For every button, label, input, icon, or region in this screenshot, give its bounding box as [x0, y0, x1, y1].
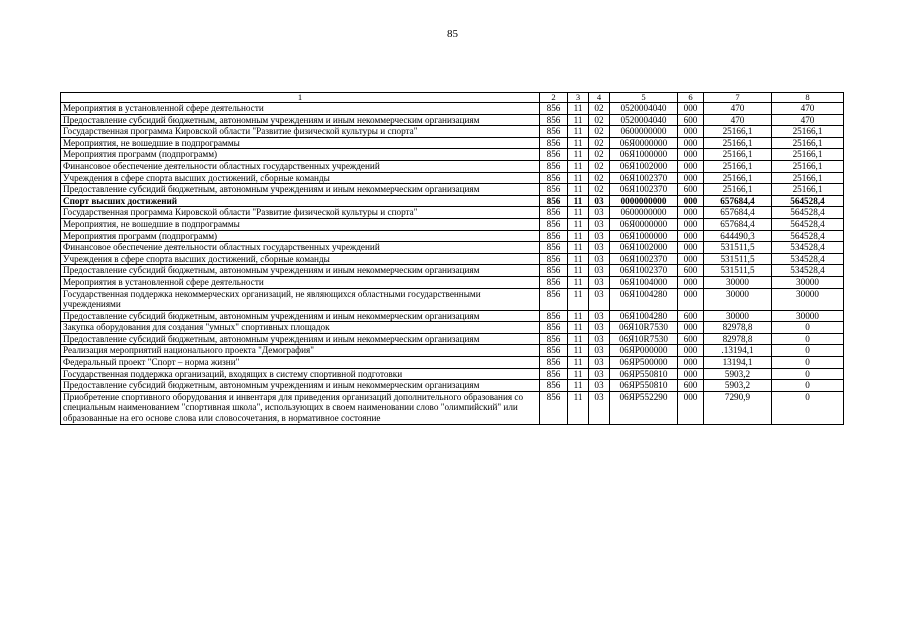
row-grbs-cell: 856: [540, 265, 568, 277]
row-target-article-cell: 06Я1002370: [610, 265, 678, 277]
row-target-article-cell: 06Я1002370: [610, 184, 678, 196]
row-grbs-cell: 856: [540, 149, 568, 161]
row-amount-year1-cell: 25166,1: [704, 172, 772, 184]
row-section-cell: 11: [568, 357, 589, 369]
table-row: [61, 253, 844, 265]
row-target-article-cell: 06ЯР550810: [610, 368, 678, 380]
row-expense-type-cell: 600: [678, 114, 704, 126]
row-expense-type-cell: 000: [678, 322, 704, 334]
column-number-3: 3: [568, 93, 589, 103]
row-subsection-cell: 03: [589, 368, 610, 380]
row-subsection-cell: 03: [589, 310, 610, 322]
row-target-article-cell: 06Я1002370: [610, 172, 678, 184]
row-amount-year2-cell: 470: [772, 103, 844, 115]
row-target-article-cell: 06Я1002370: [610, 253, 678, 265]
row-section-cell: 11: [568, 103, 589, 115]
table-row: [61, 333, 844, 345]
row-section-cell: 11: [568, 184, 589, 196]
row-expense-type-cell: 000: [678, 276, 704, 288]
row-section-cell: 11: [568, 322, 589, 334]
row-amount-year2-cell: 0: [772, 345, 844, 357]
row-name-cell: Мероприятия, не вошедшие в подпрограммы: [61, 137, 540, 149]
row-amount-year1-cell: 82978,8: [704, 322, 772, 334]
row-target-article-cell: 0600000000: [610, 126, 678, 138]
row-subsection-cell: 02: [589, 160, 610, 172]
row-section-cell: 11: [568, 195, 589, 207]
row-amount-year2-cell: 534528,4: [772, 242, 844, 254]
row-subsection-cell: 03: [589, 265, 610, 277]
page-number: 85: [447, 28, 458, 40]
row-expense-type-cell: 600: [678, 380, 704, 392]
row-target-article-cell: 06Я0000000: [610, 218, 678, 230]
row-expense-type-cell: 000: [678, 368, 704, 380]
row-expense-type-cell: 000: [678, 345, 704, 357]
row-expense-type-cell: 600: [678, 265, 704, 277]
table-row: [61, 195, 844, 207]
row-amount-year2-cell: 25166,1: [772, 172, 844, 184]
row-target-article-cell: 0600000000: [610, 207, 678, 219]
row-name-cell: Предоставление субсидий бюджетным, автономным учреждениям и иным некоммерческим организациям: [61, 265, 540, 277]
row-name-cell: Государственная поддержка некоммерческих организаций, не являющихся областными государственными учреждениями: [61, 288, 540, 310]
row-name-cell: Предоставление субсидий бюджетным, автономным учреждениям и иным некоммерческим организациям: [61, 310, 540, 322]
row-section-cell: 11: [568, 333, 589, 345]
row-amount-year1-cell: 644490,3: [704, 230, 772, 242]
row-expense-type-cell: 600: [678, 184, 704, 196]
row-subsection-cell: 02: [589, 103, 610, 115]
row-amount-year1-cell: .13194,1: [704, 345, 772, 357]
row-amount-year1-cell: 25166,1: [704, 160, 772, 172]
row-name-cell: Государственная поддержка организаций, входящих в систему спортивной подготовки: [61, 368, 540, 380]
column-number-8: 8: [772, 93, 844, 103]
row-amount-year1-cell: 531511,5: [704, 253, 772, 265]
row-section-cell: 11: [568, 276, 589, 288]
row-section-cell: 11: [568, 172, 589, 184]
row-amount-year2-cell: 0: [772, 391, 844, 424]
row-name-cell: Учреждения в сфере спорта высших достижений, сборные команды: [61, 253, 540, 265]
row-amount-year2-cell: 0: [772, 368, 844, 380]
row-section-cell: 11: [568, 149, 589, 161]
row-name-cell: Реализация мероприятий национального проекта "Демография": [61, 345, 540, 357]
table-row: [61, 103, 844, 115]
row-target-article-cell: 06ЯР550810: [610, 380, 678, 392]
table-row: [61, 242, 844, 254]
row-amount-year1-cell: 30000: [704, 310, 772, 322]
row-section-cell: 11: [568, 253, 589, 265]
row-grbs-cell: 856: [540, 184, 568, 196]
table-row: [61, 137, 844, 149]
row-amount-year1-cell: 25166,1: [704, 126, 772, 138]
row-amount-year1-cell: 30000: [704, 276, 772, 288]
row-expense-type-cell: 000: [678, 126, 704, 138]
row-amount-year1-cell: 531511,5: [704, 242, 772, 254]
row-subsection-cell: 03: [589, 230, 610, 242]
row-target-article-cell: 0520004040: [610, 114, 678, 126]
row-name-cell: Мероприятия, не вошедшие в подпрограммы: [61, 218, 540, 230]
row-expense-type-cell: 000: [678, 149, 704, 161]
row-grbs-cell: 856: [540, 345, 568, 357]
row-amount-year2-cell: 534528,4: [772, 265, 844, 277]
row-target-article-cell: 06Я1004280: [610, 288, 678, 310]
column-number-7: 7: [704, 93, 772, 103]
row-amount-year1-cell: 657684,4: [704, 195, 772, 207]
table-row: [61, 184, 844, 196]
row-name-cell: Мероприятия в установленной сфере деятельности: [61, 103, 540, 115]
row-section-cell: 11: [568, 391, 589, 424]
table-row: [61, 160, 844, 172]
column-number-4: 4: [589, 93, 610, 103]
row-amount-year2-cell: 25166,1: [772, 137, 844, 149]
row-expense-type-cell: 000: [678, 172, 704, 184]
row-subsection-cell: 03: [589, 218, 610, 230]
row-subsection-cell: 03: [589, 242, 610, 254]
table-row: [61, 265, 844, 277]
row-target-article-cell: 06Я1004280: [610, 310, 678, 322]
row-amount-year1-cell: 5903,2: [704, 380, 772, 392]
row-grbs-cell: 856: [540, 230, 568, 242]
row-section-cell: 11: [568, 114, 589, 126]
row-grbs-cell: 856: [540, 391, 568, 424]
row-grbs-cell: 856: [540, 126, 568, 138]
row-subsection-cell: 03: [589, 357, 610, 369]
row-subsection-cell: 03: [589, 195, 610, 207]
row-expense-type-cell: 000: [678, 137, 704, 149]
row-amount-year2-cell: 30000: [772, 310, 844, 322]
row-grbs-cell: 856: [540, 103, 568, 115]
row-grbs-cell: 856: [540, 137, 568, 149]
row-grbs-cell: 856: [540, 357, 568, 369]
row-grbs-cell: 856: [540, 322, 568, 334]
row-section-cell: 11: [568, 345, 589, 357]
row-amount-year2-cell: 30000: [772, 276, 844, 288]
row-target-article-cell: 06Я10R7530: [610, 333, 678, 345]
table-row: [61, 380, 844, 392]
row-subsection-cell: 03: [589, 345, 610, 357]
table-row: [61, 230, 844, 242]
row-name-cell: Предоставление субсидий бюджетным, автономным учреждениям и иным некоммерческим организациям: [61, 184, 540, 196]
table-row: [61, 218, 844, 230]
row-name-cell: Учреждения в сфере спорта высших достижений, сборные команды: [61, 172, 540, 184]
row-target-article-cell: 06Я0000000: [610, 137, 678, 149]
row-section-cell: 11: [568, 126, 589, 138]
row-name-cell: Спорт высших достижений: [61, 195, 540, 207]
row-grbs-cell: 856: [540, 242, 568, 254]
row-amount-year1-cell: 657684,4: [704, 207, 772, 219]
row-target-article-cell: 06ЯР552290: [610, 391, 678, 424]
row-subsection-cell: 02: [589, 137, 610, 149]
row-target-article-cell: 0520004040: [610, 103, 678, 115]
row-subsection-cell: 03: [589, 288, 610, 310]
row-expense-type-cell: 000: [678, 253, 704, 265]
row-target-article-cell: 06Я1004000: [610, 276, 678, 288]
row-amount-year2-cell: 534528,4: [772, 253, 844, 265]
row-expense-type-cell: 000: [678, 391, 704, 424]
row-subsection-cell: 02: [589, 114, 610, 126]
row-expense-type-cell: 000: [678, 288, 704, 310]
row-section-cell: 11: [568, 242, 589, 254]
row-name-cell: Государственная программа Кировской области "Развитие физической культуры и спорта": [61, 126, 540, 138]
row-name-cell: Приобретение спортивного оборудования и инвентаря для приведения организаций дополнительного образования со специальным наименованием "спортивная школа", использующих в своем наименовании слово "олимпийский" или образованные на его основе слова или словосочетания, в нормативное состояние: [61, 391, 540, 424]
row-expense-type-cell: 600: [678, 333, 704, 345]
row-amount-year1-cell: 5903,2: [704, 368, 772, 380]
row-subsection-cell: 03: [589, 276, 610, 288]
row-grbs-cell: 856: [540, 172, 568, 184]
table-row: [61, 114, 844, 126]
row-name-cell: Предоставление субсидий бюджетным, автономным учреждениям и иным некоммерческим организациям: [61, 333, 540, 345]
row-grbs-cell: 856: [540, 276, 568, 288]
row-grbs-cell: 856: [540, 288, 568, 310]
table-row: [61, 345, 844, 357]
row-expense-type-cell: 000: [678, 230, 704, 242]
table-row: [61, 391, 844, 424]
row-name-cell: Закупка оборудования для создания "умных" спортивных площадок: [61, 322, 540, 334]
row-section-cell: 11: [568, 380, 589, 392]
table-row: [61, 288, 844, 310]
row-amount-year2-cell: 564528,4: [772, 218, 844, 230]
row-amount-year2-cell: 564528,4: [772, 195, 844, 207]
row-subsection-cell: 03: [589, 253, 610, 265]
row-section-cell: 11: [568, 160, 589, 172]
table-row: [61, 207, 844, 219]
row-section-cell: 11: [568, 207, 589, 219]
row-amount-year2-cell: 0: [772, 380, 844, 392]
row-name-cell: Мероприятия в установленной сфере деятельности: [61, 276, 540, 288]
row-subsection-cell: 03: [589, 333, 610, 345]
table-row: [61, 276, 844, 288]
row-grbs-cell: 856: [540, 253, 568, 265]
row-amount-year1-cell: 7290,9: [704, 391, 772, 424]
row-amount-year1-cell: 25166,1: [704, 137, 772, 149]
row-section-cell: 11: [568, 265, 589, 277]
row-amount-year2-cell: 25166,1: [772, 184, 844, 196]
row-expense-type-cell: 000: [678, 242, 704, 254]
row-name-cell: Финансовое обеспечение деятельности областных государственных учреждений: [61, 242, 540, 254]
row-target-article-cell: 06Я10R7530: [610, 322, 678, 334]
table-row: [61, 322, 844, 334]
row-subsection-cell: 02: [589, 149, 610, 161]
row-amount-year2-cell: 0: [772, 333, 844, 345]
row-subsection-cell: 02: [589, 172, 610, 184]
row-grbs-cell: 856: [540, 114, 568, 126]
row-grbs-cell: 856: [540, 218, 568, 230]
row-expense-type-cell: 000: [678, 160, 704, 172]
budget-table: [60, 92, 844, 425]
row-name-cell: Финансовое обеспечение деятельности областных государственных учреждений: [61, 160, 540, 172]
row-section-cell: 11: [568, 310, 589, 322]
row-name-cell: Мероприятия программ (подпрограмм): [61, 149, 540, 161]
row-amount-year1-cell: 470: [704, 103, 772, 115]
row-target-article-cell: 06Я1002000: [610, 242, 678, 254]
row-amount-year1-cell: 470: [704, 114, 772, 126]
row-grbs-cell: 856: [540, 333, 568, 345]
row-expense-type-cell: 000: [678, 357, 704, 369]
row-amount-year2-cell: 470: [772, 114, 844, 126]
row-section-cell: 11: [568, 288, 589, 310]
row-name-cell: Мероприятия программ (подпрограмм): [61, 230, 540, 242]
row-expense-type-cell: 000: [678, 207, 704, 219]
column-number-2: 2: [540, 93, 568, 103]
row-amount-year1-cell: 82978,8: [704, 333, 772, 345]
row-amount-year2-cell: 25166,1: [772, 149, 844, 161]
row-section-cell: 11: [568, 230, 589, 242]
row-grbs-cell: 856: [540, 310, 568, 322]
row-subsection-cell: 03: [589, 322, 610, 334]
row-amount-year1-cell: 30000: [704, 288, 772, 310]
row-grbs-cell: 856: [540, 207, 568, 219]
row-name-cell: Федеральный проект "Спорт – норма жизни": [61, 357, 540, 369]
row-subsection-cell: 03: [589, 380, 610, 392]
column-number-6: 6: [678, 93, 704, 103]
row-name-cell: Предоставление субсидий бюджетным, автономным учреждениям и иным некоммерческим организациям: [61, 114, 540, 126]
table-row: [61, 310, 844, 322]
row-subsection-cell: 02: [589, 126, 610, 138]
row-expense-type-cell: 000: [678, 195, 704, 207]
row-amount-year2-cell: 0: [772, 357, 844, 369]
row-amount-year1-cell: 657684,4: [704, 218, 772, 230]
row-grbs-cell: 856: [540, 380, 568, 392]
column-number-1: 1: [61, 93, 540, 103]
row-subsection-cell: 03: [589, 207, 610, 219]
row-target-article-cell: 06Я1000000: [610, 230, 678, 242]
row-amount-year2-cell: 30000: [772, 288, 844, 310]
row-amount-year1-cell: 531511,5: [704, 265, 772, 277]
row-grbs-cell: 856: [540, 195, 568, 207]
row-section-cell: 11: [568, 137, 589, 149]
row-target-article-cell: 06ЯР000000: [610, 345, 678, 357]
row-target-article-cell: 0000000000: [610, 195, 678, 207]
row-name-cell: Государственная программа Кировской области "Развитие физической культуры и спорта": [61, 207, 540, 219]
column-number-5: 5: [610, 93, 678, 103]
row-amount-year1-cell: 25166,1: [704, 184, 772, 196]
table-row: [61, 126, 844, 138]
row-amount-year2-cell: 25166,1: [772, 126, 844, 138]
row-name-cell: Предоставление субсидий бюджетным, автономным учреждениям и иным некоммерческим организациям: [61, 380, 540, 392]
row-grbs-cell: 856: [540, 368, 568, 380]
row-amount-year2-cell: 0: [772, 322, 844, 334]
table-row: [61, 149, 844, 161]
table-row: [61, 172, 844, 184]
table-row: [61, 357, 844, 369]
row-amount-year2-cell: 564528,4: [772, 230, 844, 242]
row-expense-type-cell: 000: [678, 103, 704, 115]
table-header-row: [61, 93, 844, 103]
row-target-article-cell: 06Я1002000: [610, 160, 678, 172]
row-expense-type-cell: 600: [678, 310, 704, 322]
row-section-cell: 11: [568, 218, 589, 230]
row-amount-year1-cell: 13194,1: [704, 357, 772, 369]
row-subsection-cell: 02: [589, 184, 610, 196]
row-expense-type-cell: 000: [678, 218, 704, 230]
row-amount-year2-cell: 25166,1: [772, 160, 844, 172]
row-target-article-cell: 06ЯР500000: [610, 357, 678, 369]
table-row: [61, 368, 844, 380]
row-grbs-cell: 856: [540, 160, 568, 172]
row-section-cell: 11: [568, 368, 589, 380]
row-subsection-cell: 03: [589, 391, 610, 424]
row-amount-year2-cell: 564528,4: [772, 207, 844, 219]
row-amount-year1-cell: 25166,1: [704, 149, 772, 161]
row-target-article-cell: 06Я1000000: [610, 149, 678, 161]
